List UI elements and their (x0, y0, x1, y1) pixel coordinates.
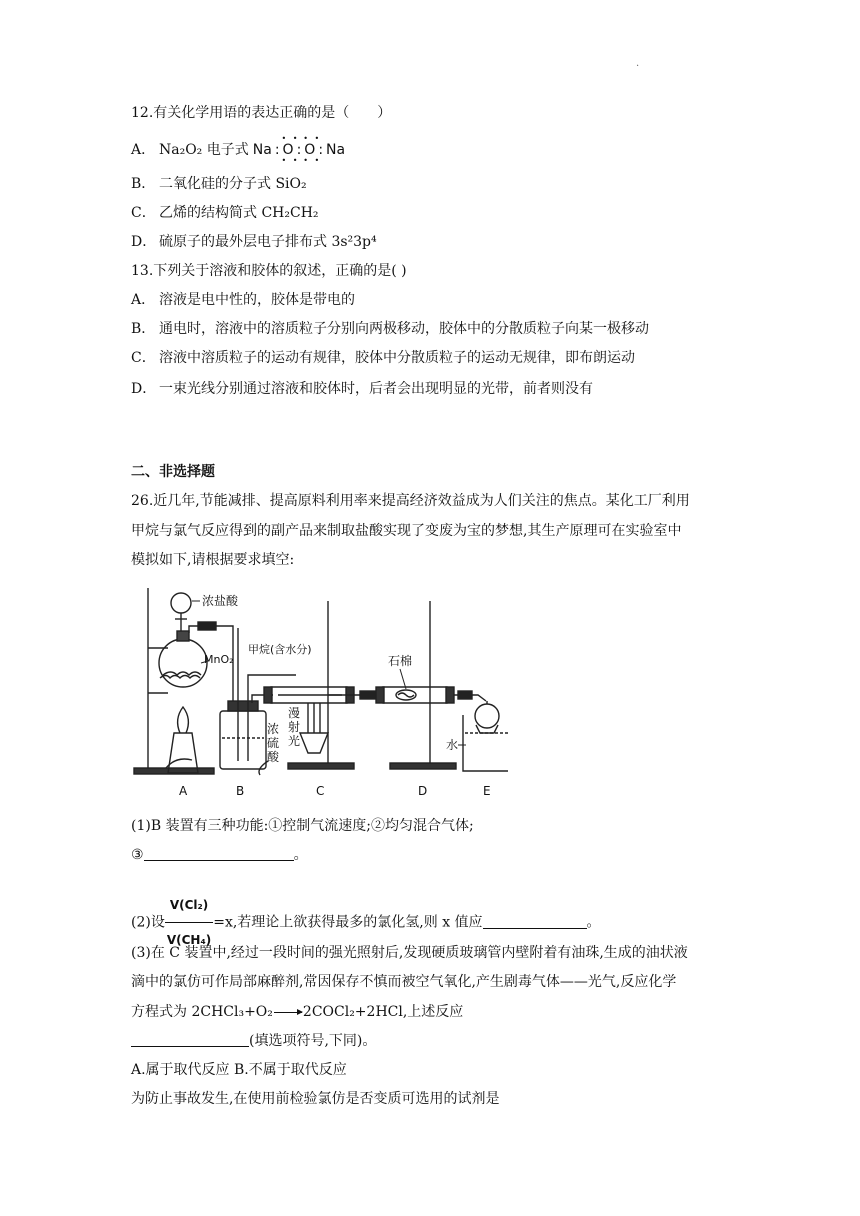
q12-option-c[interactable] (131, 203, 319, 223)
q26-part3-line: 滴中的氯仿可作局部麻醉剂,常因保存不慎而被空气氧化,产生剧毒气体——光气,反应化学 (131, 974, 677, 990)
label-h2so4-3: 酸 (267, 750, 280, 764)
q26-part3-line: 方程式为 2CHCl₃+O₂ 2COCl₂+2HCl,上述反应 (131, 1004, 464, 1020)
label-methane: 甲烷(含水分) (248, 643, 312, 656)
q12-stem: 12.有关化学用语的表达正确的是（ ） (131, 105, 392, 121)
q26-part3-line: 为防止事故发生,在使用前检验氯仿是否变质可选用的试剂是 (131, 1091, 500, 1107)
option-text: 溶液是电中性的，胶体是带电的 (159, 292, 355, 308)
reaction-arrow-icon (274, 1012, 302, 1013)
label-mno2: MnO₂ (204, 653, 234, 666)
q26-intro-line: 26.近几年,节能减排、提高原料利用率来提高经济效益成为人们关注的焦点。某化工厂利用 (131, 493, 690, 509)
section-heading: 二、非选择题 (131, 464, 215, 480)
q26-part1-line2: ③ 。 (131, 847, 308, 863)
q26-intro-line: 甲烷与氯气反应得到的副产品来制取盐酸实现了变废为宝的梦想,其生产原理可在实验室中 (131, 523, 682, 539)
option-text: 通电时，溶液中的溶质粒子分别向两极移动，胶体中的分散质粒子向某一极移动 (159, 321, 649, 337)
answer-blank[interactable] (483, 914, 587, 929)
option-letter: B． (131, 321, 156, 337)
q13-stem: 13.下列关于溶液和胶体的叙述，正确的是( ) (131, 263, 407, 279)
q13-option-a[interactable] (131, 290, 355, 310)
label-diffuse-1: 漫 (288, 706, 301, 720)
apparatus-letter-b: B (236, 784, 245, 798)
apparatus-letter-c: C (316, 784, 325, 798)
q26-intro-line: 模拟如下,请根据要求填空: (131, 552, 295, 568)
q13-option-b[interactable] (131, 319, 649, 339)
apparatus-letter-d: D (418, 784, 428, 798)
option-text: 乙烯的结构简式 CH₂CH₂ (159, 205, 319, 221)
option-text: Na₂O₂ 电子式 (159, 142, 249, 158)
label-h2so4-2: 硫 (267, 736, 280, 750)
answer-blank[interactable] (131, 1032, 249, 1047)
option-letter: B． (131, 176, 156, 192)
q26-part3-line: (3)在 C 装置中,经过一段时间的强光照射后,发现硬质玻璃管内壁附着有油珠,生成的油状液 (131, 945, 688, 961)
q26-part3-line: (填选项符号,下同)。 (131, 1031, 376, 1051)
q13-option-d[interactable] (131, 379, 593, 399)
option-letter: D． (131, 381, 157, 397)
label-water: 水 (446, 738, 459, 752)
option-text: 二氧化硅的分子式 SiO₂ (159, 176, 307, 192)
option-text: 一束光线分别通过溶液和胶体时，后者会出现明显的光带，前者则没有 (159, 381, 593, 397)
apparatus-diagram (128, 583, 508, 801)
corner-mark: . (636, 58, 640, 69)
apparatus-letter-e: E (483, 784, 491, 798)
label-h2so4-1: 浓 (267, 722, 280, 736)
option-letter: A． (131, 292, 156, 308)
q26-part3-options: A.属于取代反应 B.不属于取代反应 (131, 1062, 347, 1078)
option-text: 溶液中溶质粒子的运动有规律，胶体中分散质粒子的运动无规律，即布朗运动 (159, 350, 635, 366)
lewis-structure: Na : • • O • • : • • O • • : Na (252, 134, 346, 165)
option-letter: A． (131, 142, 156, 158)
q26-part1-line1: (1)B 装置有三种功能:①控制气流速度;②均匀混合气体; (131, 818, 474, 834)
q26-part2: (2)设 $\frac{\text{V(Cl₂)}}{\text{V(CH₄)}}$ =x,若理论上欲获得最多的氯化氢,则 x 值应 。 (131, 888, 601, 957)
volume-fraction: $\frac{\text{V(Cl₂)}}{\text{V(CH₄)}}$ (165, 888, 213, 957)
apparatus-letter-a: A (179, 784, 188, 798)
q12-option-d[interactable] (131, 232, 377, 252)
q13-option-c[interactable] (131, 348, 635, 368)
label-asbestos: 石棉 (388, 654, 413, 668)
answer-blank[interactable] (144, 846, 294, 861)
q12-option-b[interactable] (131, 174, 307, 194)
label-diffuse-3: 光 (288, 734, 301, 748)
q12-option-a[interactable] (131, 134, 346, 165)
label-conc-hcl: 浓盐酸 (202, 594, 239, 608)
label-diffuse-2: 射 (288, 720, 301, 734)
option-text: 硫原子的最外层电子排布式 3s²3p⁴ (159, 234, 377, 250)
option-letter: C． (131, 205, 156, 221)
option-letter: D． (131, 234, 157, 250)
option-letter: C． (131, 350, 156, 366)
